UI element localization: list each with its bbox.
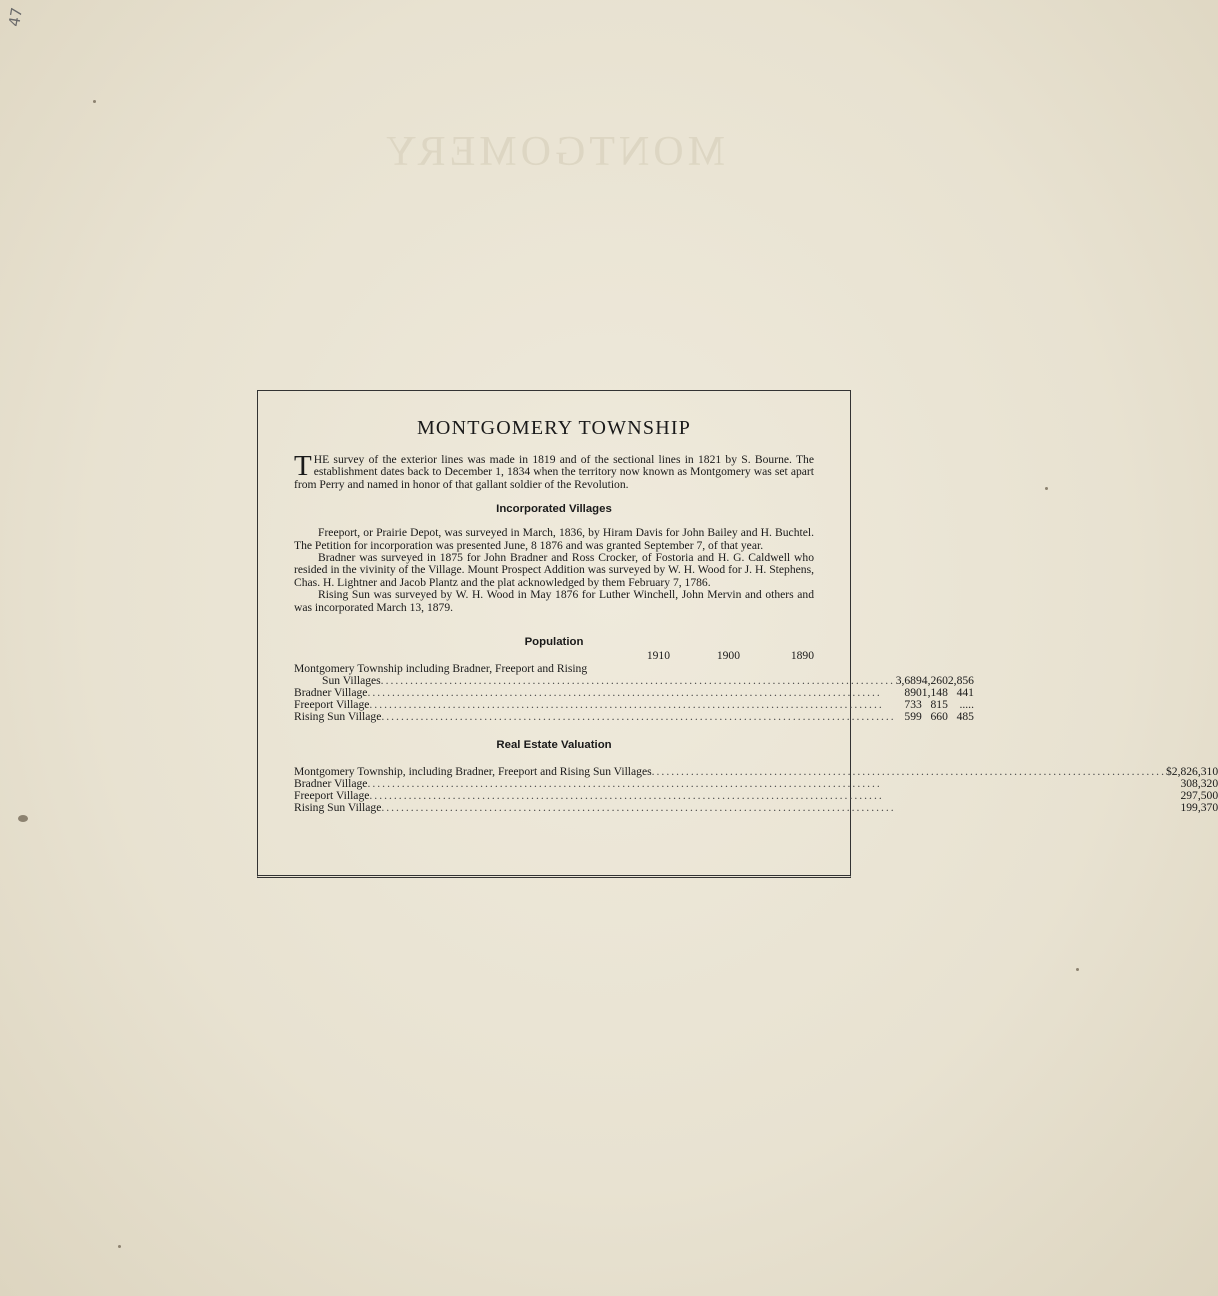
paper-speck	[1076, 968, 1079, 971]
drop-cap: T	[294, 450, 312, 482]
year-column-header: 1890	[790, 649, 814, 663]
intro-text: HE survey of the exterior lines was made in 1819 and of the sectional lines in 1821 by S. Bourne. The establishment dates back to December 1, 1834 when the territory now known as Montgomery was set apart from Perry and named in honor of that gallant soldier of the Revolution.	[294, 453, 814, 491]
year-column-header: 1900	[716, 649, 740, 663]
population-heading: Population	[524, 636, 584, 649]
row-label-line: Montgomery Township including Bradner, Freeport and Rising	[294, 662, 588, 676]
leader-dots: .........................................................................................................	[381, 801, 896, 815]
villages-heading: Incorporated Villages	[496, 503, 612, 516]
table-cell: 890	[904, 686, 922, 700]
table-cell: 308,320	[1180, 777, 1218, 791]
year-column-header: 1910	[646, 649, 670, 663]
paper-speck	[93, 100, 96, 103]
row-label: Rising Sun Village	[294, 801, 382, 815]
table-row	[294, 802, 1218, 814]
villages-text	[294, 527, 814, 614]
table-cell: 2,826,310	[1171, 765, 1218, 779]
page-title: MONTGOMERY TOWNSHIP	[416, 417, 692, 439]
text-box	[257, 390, 1218, 878]
row-label: Bradner Village	[294, 777, 368, 791]
population-year-header	[294, 649, 814, 662]
table-cell: .....	[959, 698, 974, 712]
leader-dots: .........................................................................................................	[369, 698, 884, 712]
village-paragraph: Bradner was surveyed in 1875 for John Bradner and Ross Crocker, of Fostoria and H. G. Caldwell who resided in the vivinity of the Village. Mount Prospect Addition was surveyed by W. H. Wood for J. H. Stephens, Chas. H. Lightner and Jacob Plantz and the plat acknowledged by them February 7, 1786.	[294, 551, 814, 589]
village-paragraph: Freeport, or Prairie Depot, was surveyed in March, 1836, by Hiram Davis for John Bailey and H. Buchtel. The Petition for incorporation was presented June, 8 1876 and was granted September 7, of that year.	[294, 526, 814, 552]
table-cell: 815	[930, 698, 948, 712]
table-cell: 297,500	[1180, 789, 1218, 803]
valuation-heading: Real Estate Valuation	[496, 739, 612, 752]
table-cell: 1,148	[921, 686, 948, 700]
paper-speck	[18, 815, 28, 822]
row-label: Freeport Village	[294, 789, 370, 803]
row-label: Freeport Village	[294, 698, 370, 712]
paper-speck	[1045, 487, 1048, 490]
table-cell: 4,260	[921, 674, 948, 688]
table-cell: 733	[904, 698, 922, 712]
valuation-table	[294, 766, 1218, 814]
bleed-through-title: MONTGOMERY	[381, 129, 725, 175]
currency-symbol: $	[1165, 765, 1172, 779]
table-cell: 3,689	[895, 674, 922, 688]
table-cell: 441	[956, 686, 974, 700]
paper-speck	[118, 1245, 121, 1248]
page-number: 47	[5, 6, 27, 28]
village-paragraph: Rising Sun was surveyed by W. H. Wood in May 1876 for Luther Winchell, John Mervin and others and was incorporated March 13, 1879.	[294, 588, 814, 614]
row-label: Bradner Village	[294, 686, 368, 700]
table-cell: 599	[904, 710, 922, 724]
row-label: Rising Sun Village	[294, 710, 382, 724]
leader-dots: .........................................................................................................	[651, 765, 1166, 779]
population-table	[294, 663, 974, 723]
row-label: Montgomery Township, including Bradner, Freeport and Rising Sun Villages	[294, 765, 652, 779]
table-cell: 485	[956, 710, 974, 724]
table-row	[294, 711, 974, 723]
leader-dots: .........................................................................................................	[381, 710, 896, 724]
leader-dots: .........................................................................................................	[369, 789, 884, 803]
table-cell: 2,856	[947, 674, 974, 688]
table-cell: 660	[930, 710, 948, 724]
intro-paragraph	[294, 450, 814, 491]
text-box-content	[294, 391, 1218, 815]
leader-dots: .........................................................................................................	[367, 777, 882, 791]
table-cell: 199,370	[1180, 801, 1218, 815]
leader-dots: .........................................................................................................	[367, 686, 882, 700]
leader-dots: .........................................................................................................	[380, 674, 896, 688]
row-label: Sun Villages	[322, 674, 381, 688]
